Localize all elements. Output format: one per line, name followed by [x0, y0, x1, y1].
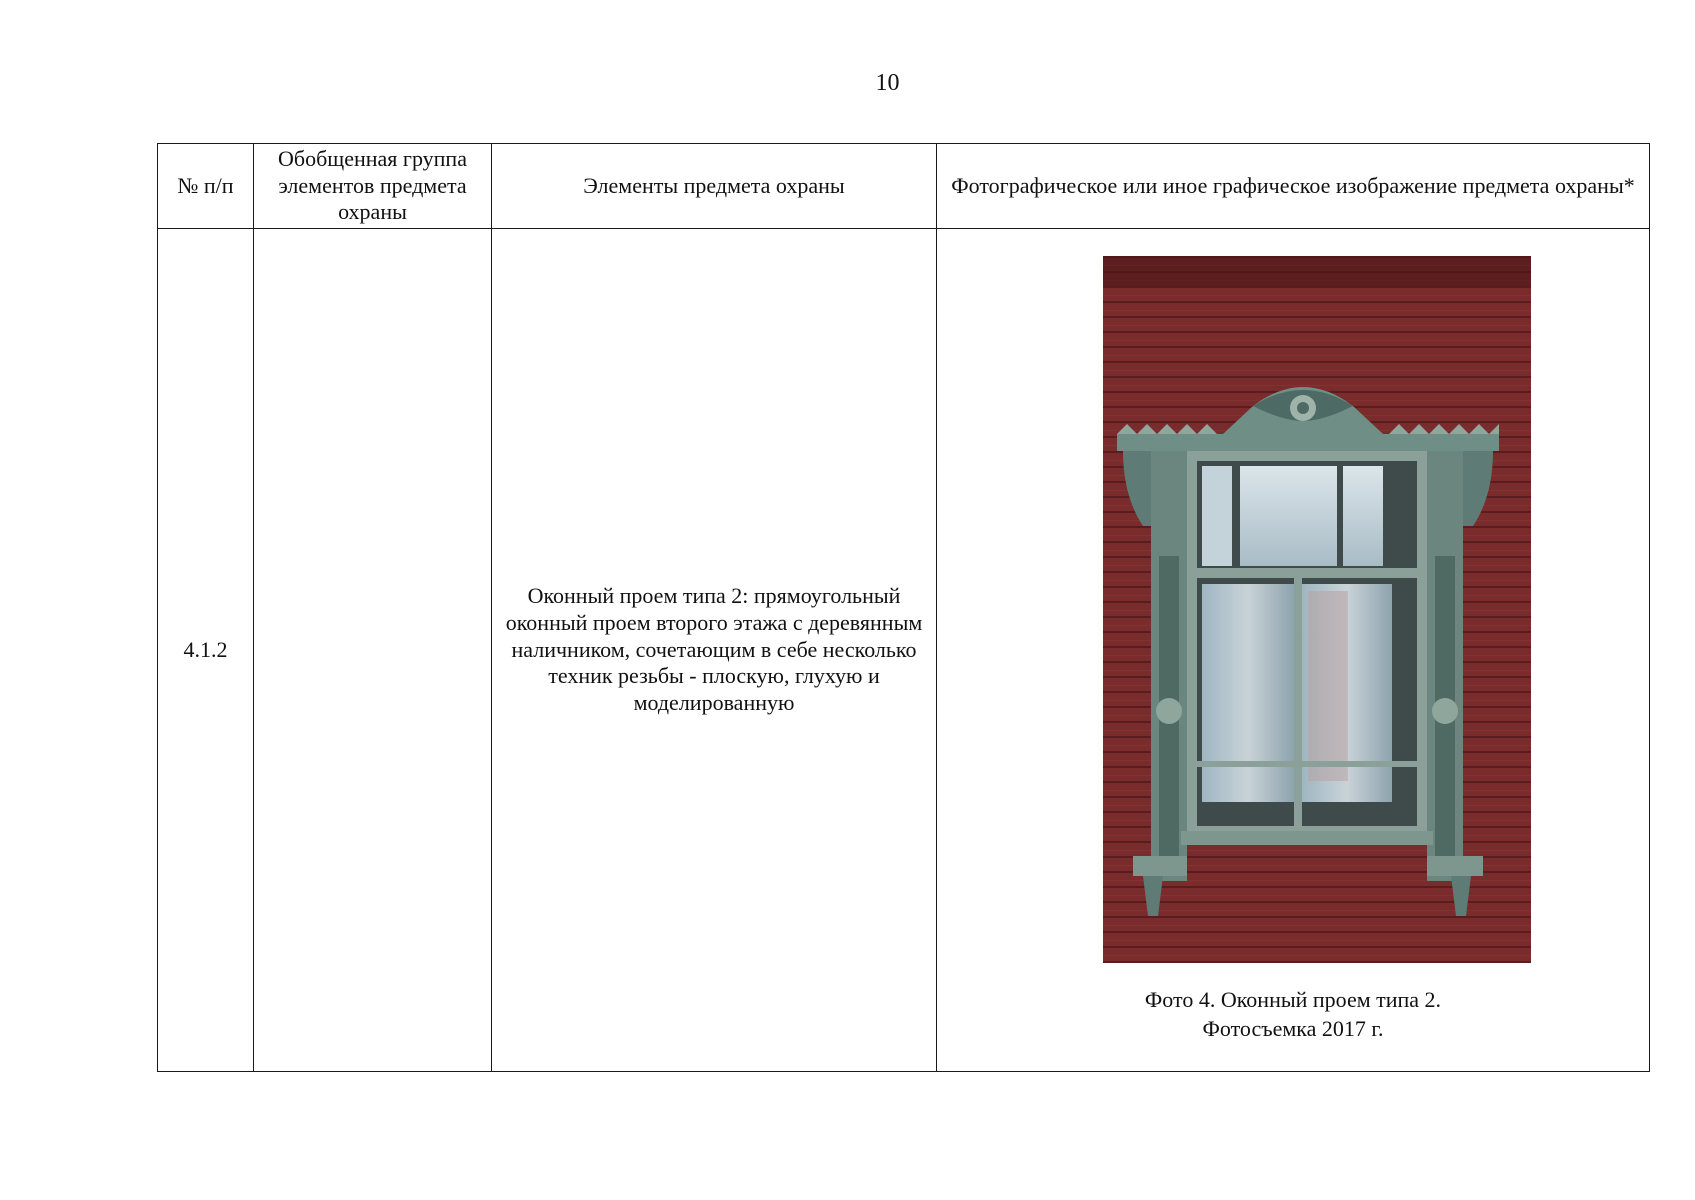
header-group: Обобщенная группа элементов предмета охраны — [254, 144, 492, 229]
row-elements: Оконный проем типа 2: прямоугольный оконный проем второго этажа с деревянным наличником, сочетающим в себе несколько техник резьбы - плоскую, глухую и моделированную — [492, 229, 937, 1072]
table-header-row — [158, 144, 1650, 229]
page-number: 10 — [875, 70, 900, 96]
photo-caption-line2: Фотосъемка 2017 г. — [1202, 1015, 1384, 1041]
header-elements: Элементы предмета охраны — [492, 144, 937, 229]
row-group — [254, 229, 492, 1072]
table-row — [158, 229, 1650, 1072]
photo-caption — [937, 986, 1649, 1043]
row-number: 4.1.2 — [158, 229, 254, 1072]
photo-caption-line1: Фото 4. Оконный проем типа 2. — [1144, 987, 1442, 1012]
window-photo — [1103, 256, 1531, 963]
row-photo-cell — [937, 229, 1650, 1072]
header-number: № п/п — [158, 144, 254, 229]
protection-table — [157, 143, 1650, 1072]
header-image: Фотографическое или иное графическое изображение предмета охраны* — [937, 144, 1650, 229]
